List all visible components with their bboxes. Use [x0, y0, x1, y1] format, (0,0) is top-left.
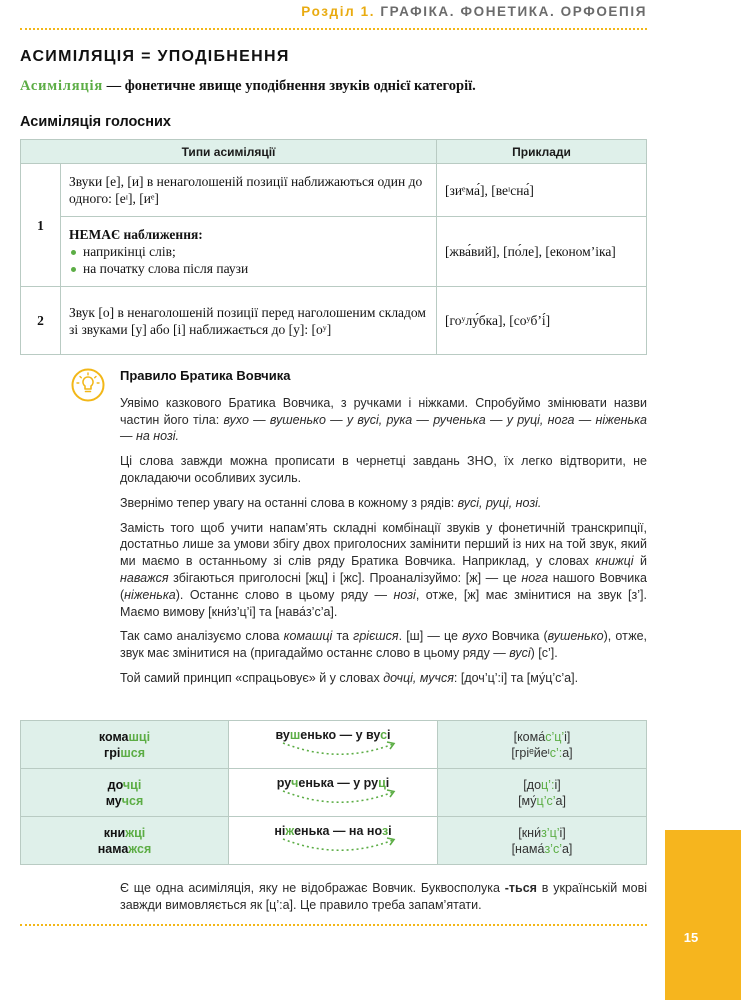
text-span: . [ш] — це	[398, 629, 463, 644]
text-span: грієшся	[353, 629, 399, 644]
text-span: : [доч’ц’:і] та [му́ц’с’а].	[453, 670, 579, 685]
transcription-cell	[438, 721, 647, 769]
text-span: [нама́	[511, 841, 545, 856]
text-span: вухо	[462, 629, 488, 644]
word	[21, 777, 228, 793]
highlight: з’ц’	[541, 825, 560, 840]
text-span: вухо — вушенько — у вусі, рука — рученька — у руці, нога — ніженька — на нозі.	[120, 412, 647, 444]
word	[21, 729, 228, 745]
transcription	[438, 825, 646, 841]
transcription	[438, 729, 646, 745]
row-number: 2	[21, 287, 61, 355]
text-span: грі	[104, 745, 121, 760]
text-span: збігаються приголосні [жц] і [жс]. Проаналізуймо: [ж] — це	[168, 570, 522, 585]
text-span: і	[385, 776, 390, 790]
transcription	[438, 745, 646, 761]
text-span: і]	[559, 825, 566, 840]
text-span: книжці	[595, 554, 634, 569]
text-span: ру	[276, 776, 292, 790]
word	[21, 841, 228, 857]
table-row	[21, 769, 647, 817]
highlight: ц	[378, 776, 386, 790]
text-span: нога	[521, 570, 549, 585]
text-span: [до	[523, 777, 542, 792]
text-span: му	[105, 793, 122, 808]
text-span: і	[388, 824, 392, 838]
dotted-arrow-icon	[279, 787, 399, 809]
text-span: в українській мові завжди вимовляється як [ц’:а]. Це правило треба запам’ятати.	[120, 881, 647, 912]
text-span: комашці	[283, 629, 333, 644]
text-span: вушенько	[547, 629, 604, 644]
list-item: наприкінці слів;	[69, 243, 428, 260]
definition-term: Асиміляція	[20, 78, 104, 94]
text-span: а]	[555, 793, 566, 808]
section-title: ГРАФІКА. ФОНЕТИКА. ОРФОЕПІЯ	[380, 4, 647, 19]
rule-cell: Звуки [е], [и] в ненаголошеній позиції наближаються один до одного: [еᶦ], [иᵉ]	[61, 164, 437, 217]
footer-note	[120, 880, 647, 914]
text-span: ву	[275, 728, 290, 742]
highlight: чці	[122, 777, 142, 792]
text-span: енько — у ву	[300, 728, 381, 742]
text-span: , отже, [ж] має змінитися на звук [з’]. Маємо вимову [кни́з’ц’і] та [нава́з’с’а].	[120, 587, 647, 619]
column-header-types: Типи асиміляції	[21, 140, 437, 164]
table-row	[21, 721, 647, 769]
running-head	[301, 4, 647, 19]
table-row	[21, 164, 647, 217]
text-span: ). Останнє слово в цьому ряду —	[175, 587, 394, 602]
rule-paragraph: Ці слова завжди можна прописати в чернетці завдань ЗНО, їх легко відтворити, не докладаючи особливих зусиль.	[120, 454, 647, 485]
highlight: жся	[128, 841, 152, 856]
text-span: енька — на но	[294, 824, 382, 838]
highlight: жці	[125, 825, 146, 840]
example-cell: [гоʸлу́бка], [соʸб’і́]	[437, 287, 647, 355]
word	[21, 745, 228, 761]
text-span: Так само аналізуємо слова	[120, 629, 284, 644]
example-cell: [жва́вий], [по́ле], [економ’іка]	[437, 217, 647, 287]
text-span: дочці, мучся	[383, 670, 454, 685]
highlight: чся	[121, 793, 144, 808]
text-span: кома	[98, 729, 129, 744]
rule-cell	[61, 217, 437, 287]
lightbulb-icon	[71, 368, 105, 402]
text-span: вусі	[509, 646, 531, 661]
transcription-cell	[438, 817, 647, 865]
vovchyk-examples-table	[20, 720, 647, 865]
word	[21, 825, 228, 841]
text-span: [гріᵉйеᶦ	[511, 745, 550, 760]
rule-paragraph	[120, 628, 647, 662]
table-row	[21, 817, 647, 865]
transcription-cell	[438, 769, 647, 817]
highlight: с’:	[549, 745, 563, 760]
rule-cell: Звук [о] в ненаголошеній позиції перед наголошеним складом зі звуками [у] або [і] наближається до [у]: [оʸ]	[61, 287, 437, 355]
highlight: з’с’	[544, 841, 562, 856]
text-span: наважся	[120, 570, 169, 585]
text-span: ), отже, звук має змінитися на (пригадаймо останнє слово в цьому ряду —	[120, 629, 648, 661]
rule-block	[120, 368, 647, 695]
column-header-examples: Приклади	[437, 140, 647, 164]
word	[21, 793, 228, 809]
words-cell	[21, 769, 229, 817]
text-span: ні	[274, 824, 286, 838]
text-span: і]	[554, 777, 561, 792]
transcription	[438, 841, 646, 857]
page-heading: АСИМІЛЯЦІЯ = УПОДІБНЕННЯ	[20, 48, 290, 65]
text-span: а]	[562, 745, 573, 760]
text-span: Звернімо тепер увагу на останні слова в кожному з рядів:	[120, 495, 458, 510]
text-span: вусі, руці, нозі.	[457, 495, 542, 510]
highlight: ж	[285, 824, 295, 838]
highlight: ц’:	[541, 777, 555, 792]
words-cell	[21, 721, 229, 769]
example-cell: [зиᵉма́], [веᶦсна́]	[437, 164, 647, 217]
text-span: Той самий принцип «спрацьовує» й у словах	[120, 670, 384, 685]
highlight: з	[381, 824, 389, 838]
text-span: до	[107, 777, 123, 792]
text-span: Уявімо казкового Братика Вовчика, з ручками і ніжками. Спробуймо змінювати назви частин його тіла:	[120, 395, 647, 427]
words-cell	[21, 817, 229, 865]
dotted-arrow-icon	[279, 835, 399, 857]
text-span: -ться	[504, 881, 537, 895]
rule-paragraph	[120, 495, 647, 512]
text-span: а]	[561, 841, 573, 856]
mnemonic-cell	[229, 769, 438, 817]
text-span: й	[633, 554, 647, 569]
highlight: с	[380, 728, 388, 742]
text-span: Є ще одна асиміляція, яку не відображає Вовчик. Буквосполука	[120, 881, 505, 895]
rule-cell-title: НЕМАЄ наближення:	[69, 227, 203, 242]
text-span: Замість того щоб учити напам’ять складні комбінації звуків у фонетичній транскрипції, достатньо лише за умови збігу двох приголосних замінити перший із них на той звук, який ми маємо в останньому зі слів ряду Братика Вовчика. Наприклад, у словах	[120, 520, 647, 569]
text-span: ніженька	[124, 587, 176, 602]
rule-paragraph	[120, 670, 647, 687]
page-number: 15	[683, 930, 699, 945]
bullet-list	[69, 243, 428, 277]
text-span: ) [с’].	[530, 646, 558, 661]
highlight: ш	[289, 728, 301, 742]
page-tab	[665, 830, 741, 1000]
highlight: шся	[120, 745, 145, 760]
highlight: с’ц’	[545, 729, 565, 744]
rule-title: Правило Братика Вовчика	[120, 368, 291, 383]
list-item: на початку слова після паузи	[69, 260, 428, 277]
dotted-arrow-icon	[279, 739, 399, 761]
text-span: нозі	[393, 587, 416, 602]
text-span: енька — у ру	[298, 776, 379, 790]
text-span: і	[387, 728, 391, 742]
text-span: [кни́	[518, 825, 542, 840]
text-span: Вовчика (	[487, 629, 548, 644]
text-span: [кома́	[513, 729, 546, 744]
text-span: та	[332, 629, 354, 644]
text-span: нама	[97, 841, 129, 856]
highlight: шці	[128, 729, 151, 744]
divider	[20, 924, 647, 926]
definition-text: — фонетичне явище уподібнення звуків однієї категорії.	[103, 78, 476, 94]
section-label: Розділ 1.	[301, 4, 376, 19]
table-row	[21, 287, 647, 355]
subheading: Асиміляція голосних	[20, 114, 171, 130]
text-span: [му́	[518, 793, 537, 808]
definition	[20, 78, 476, 95]
rule-paragraph	[120, 520, 647, 621]
vowel-assimilation-table	[20, 139, 647, 355]
highlight: ч	[291, 776, 299, 790]
rule-paragraph	[120, 395, 647, 445]
mnemonic-cell	[229, 817, 438, 865]
row-number: 1	[21, 164, 61, 287]
text-span: і]	[564, 729, 571, 744]
mnemonic-cell	[229, 721, 438, 769]
transcription	[438, 793, 646, 809]
page-header	[20, 0, 647, 30]
text-span: кни	[103, 825, 126, 840]
highlight: ц’с’	[536, 793, 556, 808]
table-row	[21, 217, 647, 287]
text-span: нашого Вовчика (	[120, 570, 647, 602]
transcription	[438, 777, 646, 793]
